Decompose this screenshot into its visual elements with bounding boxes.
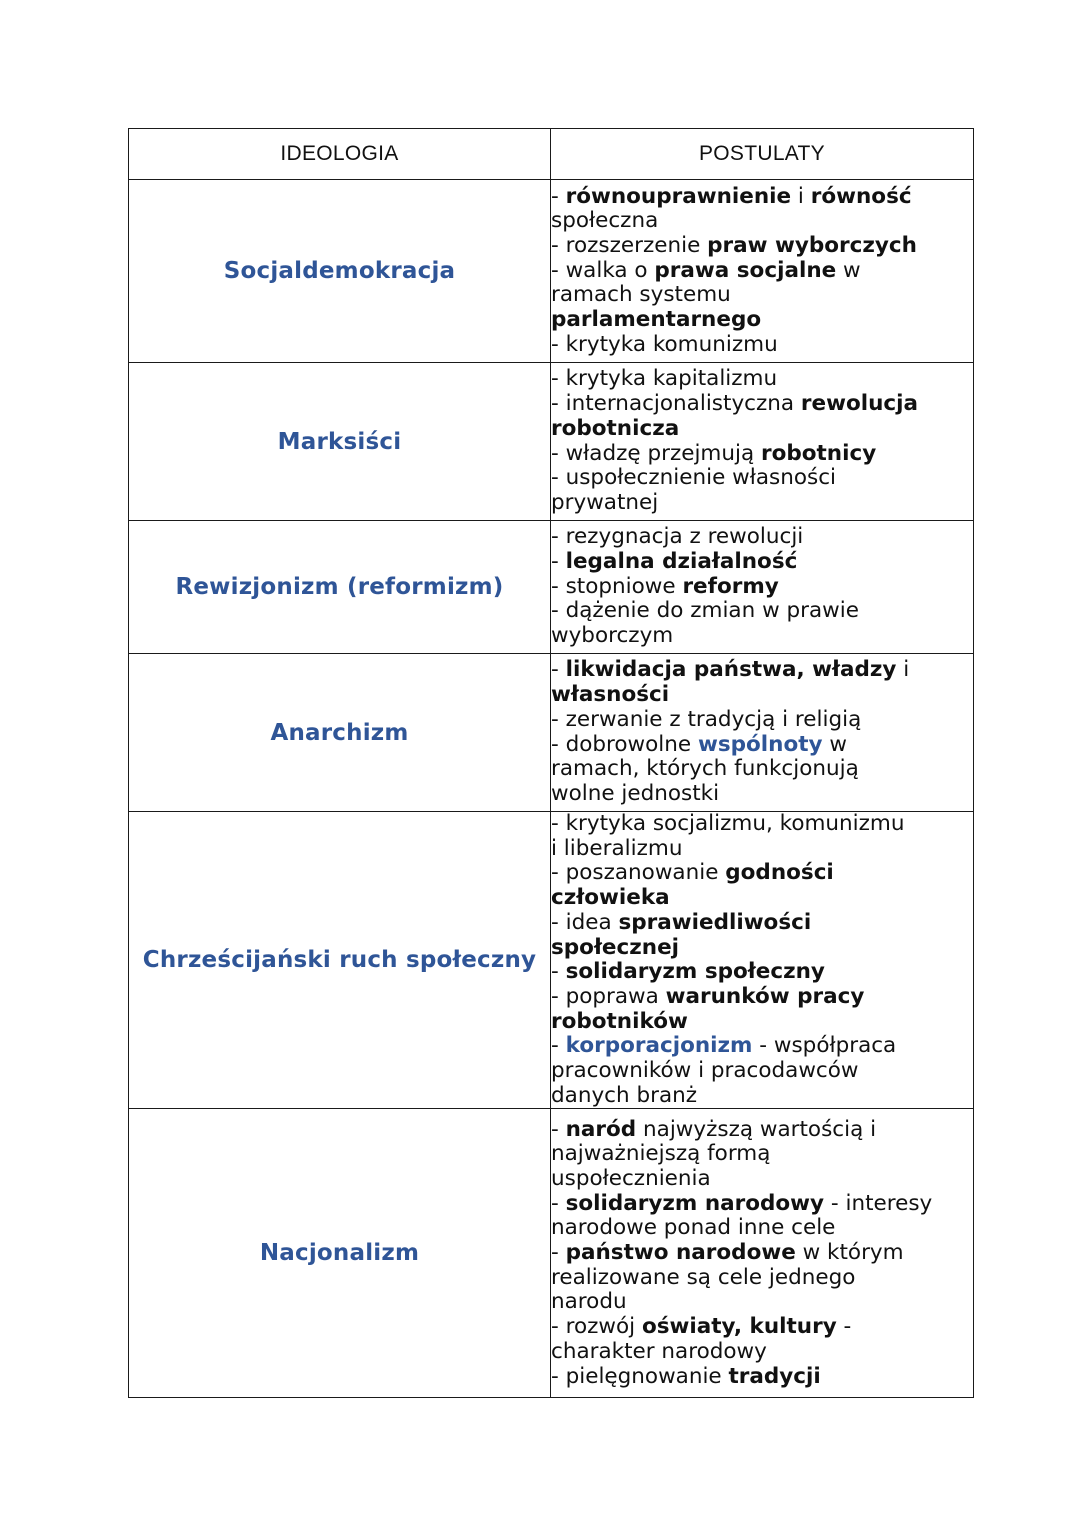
emphasized-text: robotnicy [760,440,877,466]
postulate-line [551,259,973,284]
postulate-line [551,283,973,308]
postulate-line [551,599,973,624]
table-row [129,363,974,521]
postulate-line [551,442,973,467]
postulate-line [551,1192,973,1217]
emphasized-text: państwo narodowe [565,1240,796,1266]
emphasized-text: własności [551,682,670,708]
postulate-line [551,624,973,649]
postulate-text: - stopniowe [551,573,683,599]
postulate-text: - krytyka socjalizmu, komunizmu [551,811,905,836]
postulate-text: w [836,257,861,283]
postulate-line [551,1142,973,1167]
postulate-text: - uspołecznienie własności [551,465,837,491]
postulate-line [551,1315,973,1340]
ideology-name: Chrześcijański ruch społeczny [129,812,551,1109]
postulate-line [551,886,973,911]
postulate-text: realizowane są cele jednego [551,1264,856,1290]
postulate-text: - rozwój [551,1314,642,1340]
postulate-line [551,733,973,758]
postulate-text: - [836,1314,852,1340]
postulate-text: ramach systemu [551,282,731,308]
emphasized-text: oświaty, kultury [641,1314,837,1340]
postulate-text: narodu [551,1289,627,1315]
postulate-text: - poprawa [551,983,666,1009]
postulate-line [551,782,973,807]
postulate-line [551,525,973,550]
ideology-name: Nacjonalizm [129,1109,551,1398]
emphasized-text: reformy [682,573,779,599]
postulate-line [551,936,973,961]
emphasized-text: sprawiedliwości [618,909,812,935]
emphasized-text: korporacjonizm [565,1033,753,1059]
table-row [129,812,974,1109]
postulates-cell [551,812,974,1109]
postulate-line [551,960,973,985]
header-ideology: IDEOLOGIA [129,129,551,180]
postulate-text: i [791,183,811,209]
emphasized-text: rewolucja [800,391,919,417]
postulate-line [551,491,973,516]
postulates-cell [551,363,974,521]
postulate-text: najwyższą wartością i [636,1116,877,1142]
postulate-line [551,1365,973,1390]
postulate-text: - [551,657,566,683]
postulate-line [551,1059,973,1084]
postulate-text: - zerwanie z tradycją i religią [551,706,862,732]
postulate-text: - krytyka komunizmu [551,331,778,357]
postulate-text: w którym [795,1240,904,1266]
postulate-text: - pielęgnowanie [551,1363,729,1389]
emphasized-text: robotników [551,1008,688,1034]
postulate-text: - władzę przejmują [551,440,761,466]
postulate-line [551,1034,973,1059]
postulate-text: - rezygnacja z rewolucji [551,524,804,550]
postulate-text: - rozszerzenie [551,232,708,258]
emphasized-text: godności [725,860,834,886]
postulate-line [551,333,973,358]
emphasized-text: praw wyborczych [707,232,917,258]
postulate-text: - [551,1190,566,1216]
postulate-line [551,837,973,862]
emphasized-text: likwidacja państwa, władzy [565,657,897,683]
ideology-name: Anarchizm [129,654,551,812]
postulates-cell [551,180,974,363]
postulate-text: - [551,1116,566,1142]
postulate-line [551,1340,973,1365]
table-header-row [129,129,974,180]
emphasized-text: tradycji [728,1363,821,1389]
emphasized-text: wspólnoty [697,731,823,757]
postulate-text: - [551,548,566,574]
postulate-text: uspołecznienia [551,1165,711,1191]
postulate-line [551,1266,973,1291]
postulate-line [551,417,973,442]
postulate-text: wyborczym [551,623,674,649]
postulate-text: prywatnej [551,489,659,515]
postulates-cell [551,654,974,812]
postulates-cell [551,1109,974,1398]
postulate-line [551,550,973,575]
emphasized-text: solidaryzm społeczny [565,959,825,985]
postulate-line [551,575,973,600]
emphasized-text: legalna działalność [565,548,798,574]
postulate-text: - interesy [824,1190,933,1216]
postulate-line [551,911,973,936]
postulate-line [551,209,973,234]
postulate-line [551,683,973,708]
postulate-line [551,308,973,333]
table-row [129,180,974,363]
emphasized-text: warunków pracy [665,983,865,1009]
postulate-text: - walka o [551,257,655,283]
postulate-text: pracowników i pracodawców [551,1058,859,1084]
postulate-text: danych branż [551,1082,698,1108]
postulate-line [551,1216,973,1241]
emphasized-text: równouprawnienie [565,183,792,209]
postulate-text: narodowe ponad inne cele [551,1215,836,1241]
ideology-name: Rewizjonizm (reformizm) [129,521,551,654]
postulate-text: - [551,959,566,985]
postulate-text: - współpraca [752,1033,897,1059]
ideology-name: Marksiści [129,363,551,521]
table-row [129,1109,974,1398]
table-row [129,654,974,812]
emphasized-text: robotnicza [551,415,680,441]
emphasized-text: parlamentarnego [551,307,762,333]
postulate-text: i liberalizmu [551,835,683,861]
table-row [129,521,974,654]
postulate-text: - dążenie do zmian w prawie [551,598,859,624]
postulate-line [551,812,973,837]
postulate-line [551,1010,973,1035]
postulate-line [551,757,973,782]
postulate-text: - krytyka kapitalizmu [551,366,778,392]
postulate-text: - dobrowolne [551,731,698,757]
postulate-text: charakter narodowy [551,1338,767,1364]
emphasized-text: społecznej [551,934,680,960]
postulate-line [551,466,973,491]
emphasized-text: równość [810,183,912,209]
postulate-line [551,1241,973,1266]
postulate-text: - [551,183,566,209]
emphasized-text: naród [565,1116,637,1142]
postulate-text: ramach, których funkcjonują [551,756,859,782]
postulate-line [551,985,973,1010]
postulate-line [551,234,973,259]
header-postulates: POSTULATY [551,129,974,180]
postulate-text: - poszanowanie [551,860,726,886]
postulate-line [551,658,973,683]
postulate-line [551,1084,973,1109]
emphasized-text: solidaryzm narodowy [565,1190,825,1216]
postulate-line [551,861,973,886]
emphasized-text: człowieka [551,885,670,911]
postulate-line [551,185,973,210]
postulate-text: - [551,1240,566,1266]
postulate-line [551,392,973,417]
postulates-cell [551,521,974,654]
postulate-line [551,1118,973,1143]
postulate-text: - [551,1033,566,1059]
postulate-text: wolne jednostki [551,780,720,806]
ideology-name: Socjaldemokracja [129,180,551,363]
postulate-text: najważniejszą formą [551,1141,771,1167]
postulate-line [551,1290,973,1315]
postulate-text: społeczna [551,208,659,234]
postulate-line [551,708,973,733]
emphasized-text: prawa socjalne [654,257,837,283]
postulate-text: - idea [551,909,619,935]
postulate-text: i [896,657,910,683]
ideology-table [128,128,974,1398]
postulate-text: w [822,731,847,757]
postulate-text: - internacjonalistyczna [551,391,801,417]
postulate-line [551,367,973,392]
postulate-line [551,1167,973,1192]
